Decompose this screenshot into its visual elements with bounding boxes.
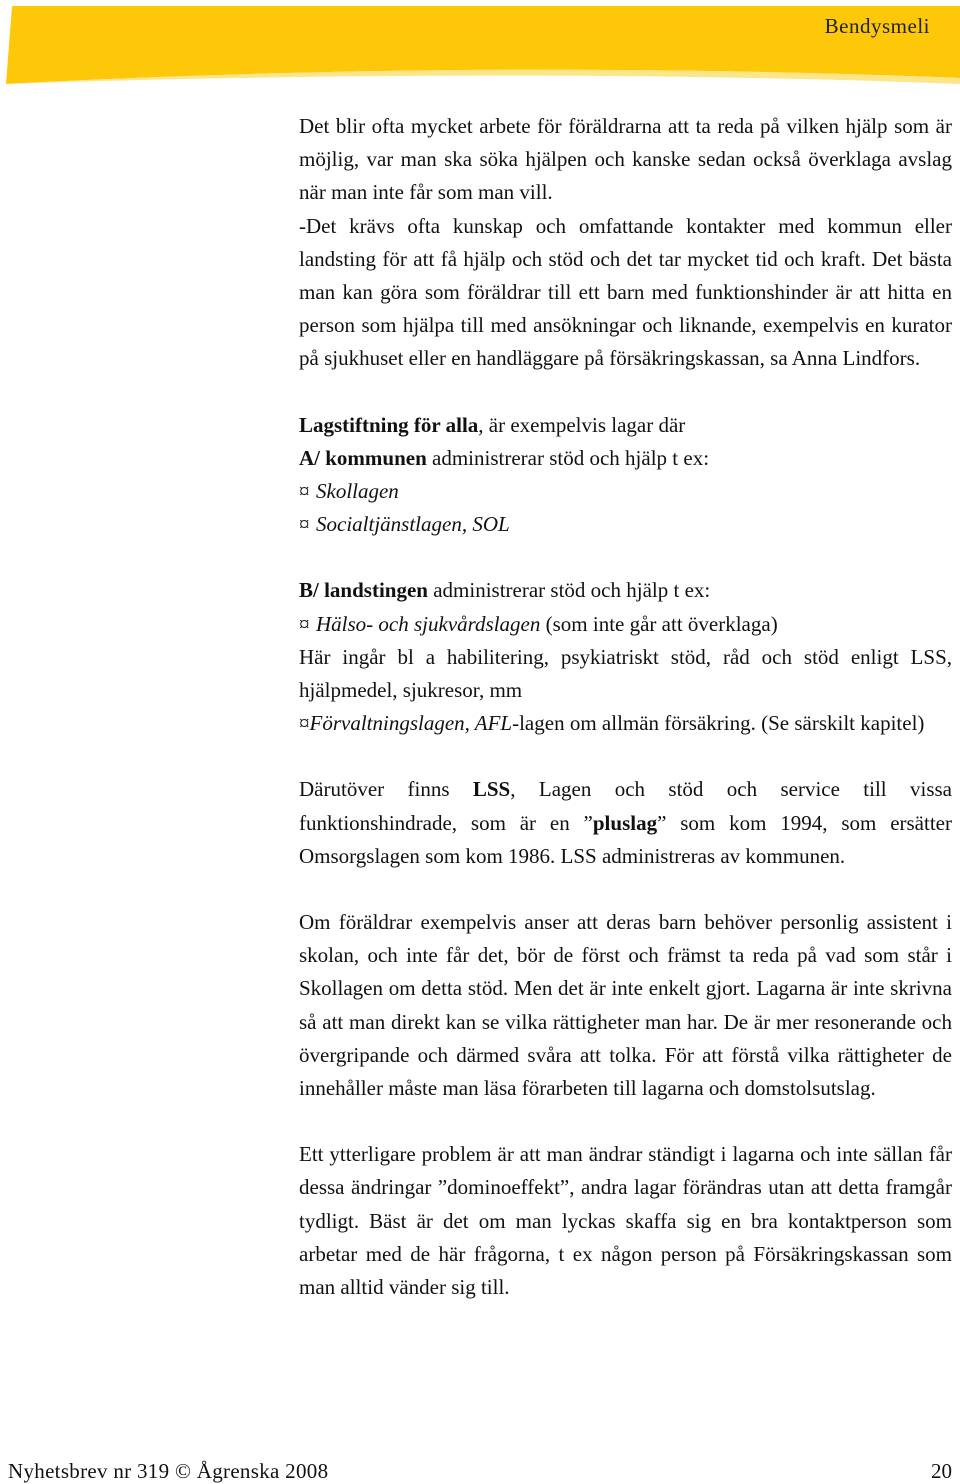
section-b-heading	[299, 574, 952, 607]
spacer	[299, 376, 952, 409]
section-b-rest: administrerar stöd och hjälp t ex:	[427, 578, 711, 603]
law-intro	[299, 409, 952, 442]
footer-publication: Nyhetsbrev nr 319 © Ågrenska 2008	[8, 1459, 329, 1483]
list-item-sol	[299, 508, 952, 541]
section-title: Bendysmeli	[824, 14, 930, 38]
law-intro-rest: , är exempelvis lagar där	[478, 412, 686, 437]
list-item-halso	[299, 608, 952, 641]
section-a-bold: A/ kommunen	[299, 445, 427, 470]
paragraph-intro: Det blir ofta mycket arbete för föräldrarna att ta reda på vilken hjälp som är möjlig, var man ska söka hjälpen och kanske sedan också överklaga avslag när man inte får som man vill.	[299, 114, 952, 205]
lss-text-3: ” som kom 1994, som ersätter Omsorgslagen som kom 1986. LSS administreras av kommunen.	[299, 810, 952, 868]
pluslag-bold: pluslag	[592, 810, 658, 835]
paragraph-school: Om föräldrar exempelvis anser att deras barn behöver personlig assistent i skolan, och inte får det, bör de först och främst ta reda på vad som står i Skollagen om detta stöd. Men det är inte enkelt gjort. Lagarna är inte skrivna så att man direkt kan se vilka rättigheter man har. De är mer resonerande och övergripande och därmed svåra att tolka. För att förstå vilka rättigheter de innehåller måste man läsa förarbeten till lagarna och domstolsutslag.	[299, 910, 952, 1101]
section-a-rest: administrerar stöd och hjälp t ex:	[426, 445, 710, 470]
list-item-skollagen	[299, 475, 952, 508]
spacer	[299, 541, 952, 574]
paragraph-problem: Ett ytterligare problem är att man ändrar ständigt i lagarna och inte sällan får dessa ändringar ”dominoeffekt”, andra lagar förändras utan att detta framgår tydligt. Bäst är det om man lyckas skaffa sig en bra kontaktperson som arbetar med de här frågorna, t ex någon person på Försäkringskassan som man alltid vänder sig till.	[299, 1142, 952, 1300]
law-note: -lagen om allmän försäkring. (Se särskilt kapitel)	[512, 711, 925, 736]
law-name: Förvaltningslagen, AFL	[309, 711, 513, 736]
paragraph-lss	[299, 773, 952, 873]
spacer	[299, 740, 952, 773]
spacer	[299, 1105, 952, 1138]
section-b-note: Här ingår bl a habilitering, psykiatriskt stöd, råd och stöd enligt LSS, hjälpmedel, sjukresor, mm	[299, 644, 952, 703]
article-body	[299, 110, 952, 1304]
law-name: Hälso- och sjukvårdslagen	[316, 611, 541, 636]
page-number: 20	[931, 1459, 952, 1483]
bullet-icon: ¤	[299, 711, 310, 736]
law-note: (som inte går att överklaga)	[540, 611, 778, 636]
law-intro-bold: Lagstiftning för alla	[299, 412, 479, 437]
lss-text-2: , Lagen och stöd och service till vissa funktionshindrade, som är en ”	[299, 777, 952, 835]
list-item-afl	[299, 707, 952, 740]
section-b-bold: B/ landstingen	[299, 578, 428, 603]
paragraph-quote: -Det krävs ofta kunskap och omfattande kontakter med kommun eller landsting för att få hjälp och stöd och det tar mycket tid och kraft. Det bästa man kan göra som föräldrar till ett barn med funktionshinder är att hitta en person som hjälpa till med ansökningar och liknande, exempelvis en kurator på sjukhuset eller en handläggare på försäkringskassan, sa Anna Lindfors.	[299, 213, 952, 371]
lss-bold: LSS	[472, 777, 511, 802]
law-name: Socialtjänstlagen, SOL	[316, 512, 510, 537]
law-name: Skollagen	[316, 479, 399, 504]
bullet-icon: ¤	[299, 479, 310, 504]
spacer	[299, 873, 952, 906]
lss-text-1: Därutöver finns	[299, 777, 473, 802]
bullet-icon: ¤	[299, 611, 310, 636]
page-footer	[8, 1458, 952, 1484]
bullet-icon: ¤	[299, 512, 310, 537]
banner-swoosh	[0, 0, 960, 90]
header-banner	[0, 0, 960, 90]
section-a-heading	[299, 442, 952, 475]
